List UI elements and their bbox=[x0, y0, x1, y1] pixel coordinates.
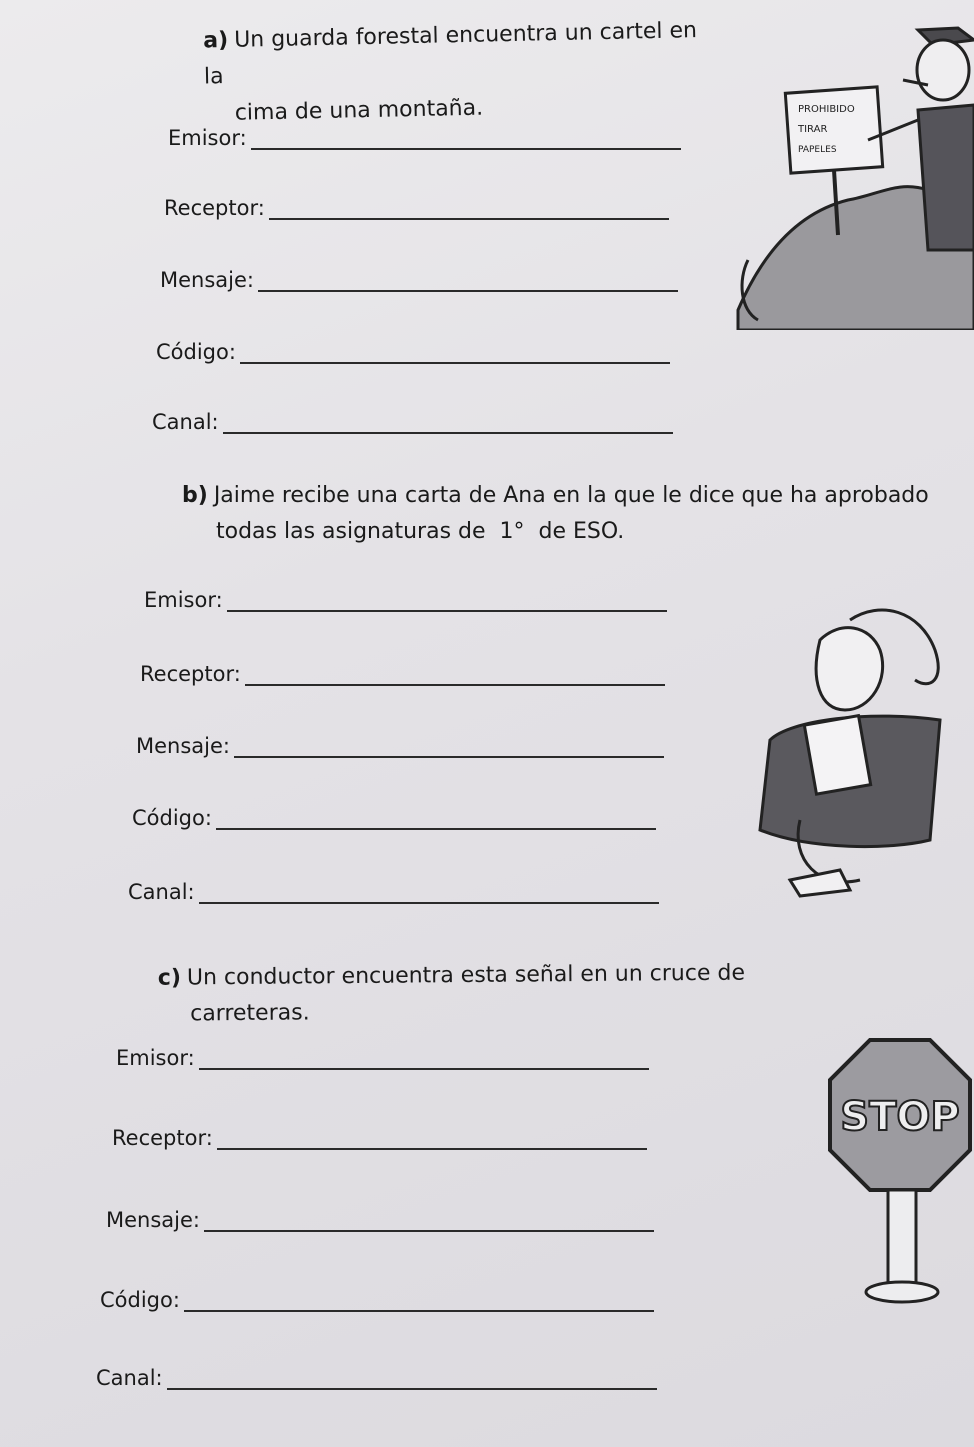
question-b bbox=[182, 478, 962, 551]
question-a-line1: a) Un guarda forestal encuentra un cartel en la bbox=[203, 18, 698, 90]
stop-sign-illustration bbox=[820, 1030, 974, 1310]
b-codigo-field[interactable]: Código: bbox=[132, 806, 656, 830]
c-codigo-field[interactable]: Código: bbox=[100, 1288, 654, 1312]
a-codigo-field[interactable]: Código: bbox=[156, 340, 670, 364]
forest-ranger-illustration bbox=[728, 10, 974, 330]
question-c-line2: carreteras. bbox=[190, 1000, 310, 1027]
sign-line-1: PROHIBIDO bbox=[798, 104, 855, 115]
c-receptor-field[interactable]: Receptor: bbox=[112, 1126, 647, 1150]
question-b-label: b) bbox=[182, 483, 208, 508]
b-canal-field[interactable]: Canal: bbox=[128, 880, 659, 904]
a-canal-field[interactable]: Canal: bbox=[152, 410, 673, 434]
c-mensaje-field[interactable]: Mensaje: bbox=[106, 1208, 654, 1232]
question-b-line2: todas las asignaturas de 1° de ESO. bbox=[216, 519, 625, 545]
question-a-label: a) bbox=[203, 27, 229, 54]
question-b-line1: b) Jaime recibe una carta de Ana en la que le dice que ha aprobado bbox=[182, 483, 929, 508]
a-emisor-field[interactable]: Emisor: bbox=[168, 126, 681, 150]
sign-line-3: PAPELES bbox=[798, 145, 837, 155]
a-receptor-field[interactable]: Receptor: bbox=[164, 196, 669, 220]
question-c-label: c) bbox=[157, 965, 182, 991]
question-a-line2: cima de una montaña. bbox=[234, 95, 484, 126]
girl-writing-illustration bbox=[750, 600, 950, 900]
question-c-line1: c) Un conductor encuentra esta señal en un cruce de bbox=[157, 960, 746, 991]
a-mensaje-field[interactable]: Mensaje: bbox=[160, 268, 678, 292]
b-mensaje-field[interactable]: Mensaje: bbox=[136, 734, 664, 758]
c-emisor-field[interactable]: Emisor: bbox=[116, 1046, 649, 1070]
sign-line-2: TIRAR bbox=[798, 124, 828, 135]
b-receptor-field[interactable]: Receptor: bbox=[140, 662, 665, 686]
stop-sign-text: STOP bbox=[840, 1094, 960, 1140]
question-a bbox=[203, 13, 725, 133]
question-c bbox=[158, 955, 779, 1033]
c-canal-field[interactable]: Canal: bbox=[96, 1366, 657, 1390]
b-emisor-field[interactable]: Emisor: bbox=[144, 588, 667, 612]
